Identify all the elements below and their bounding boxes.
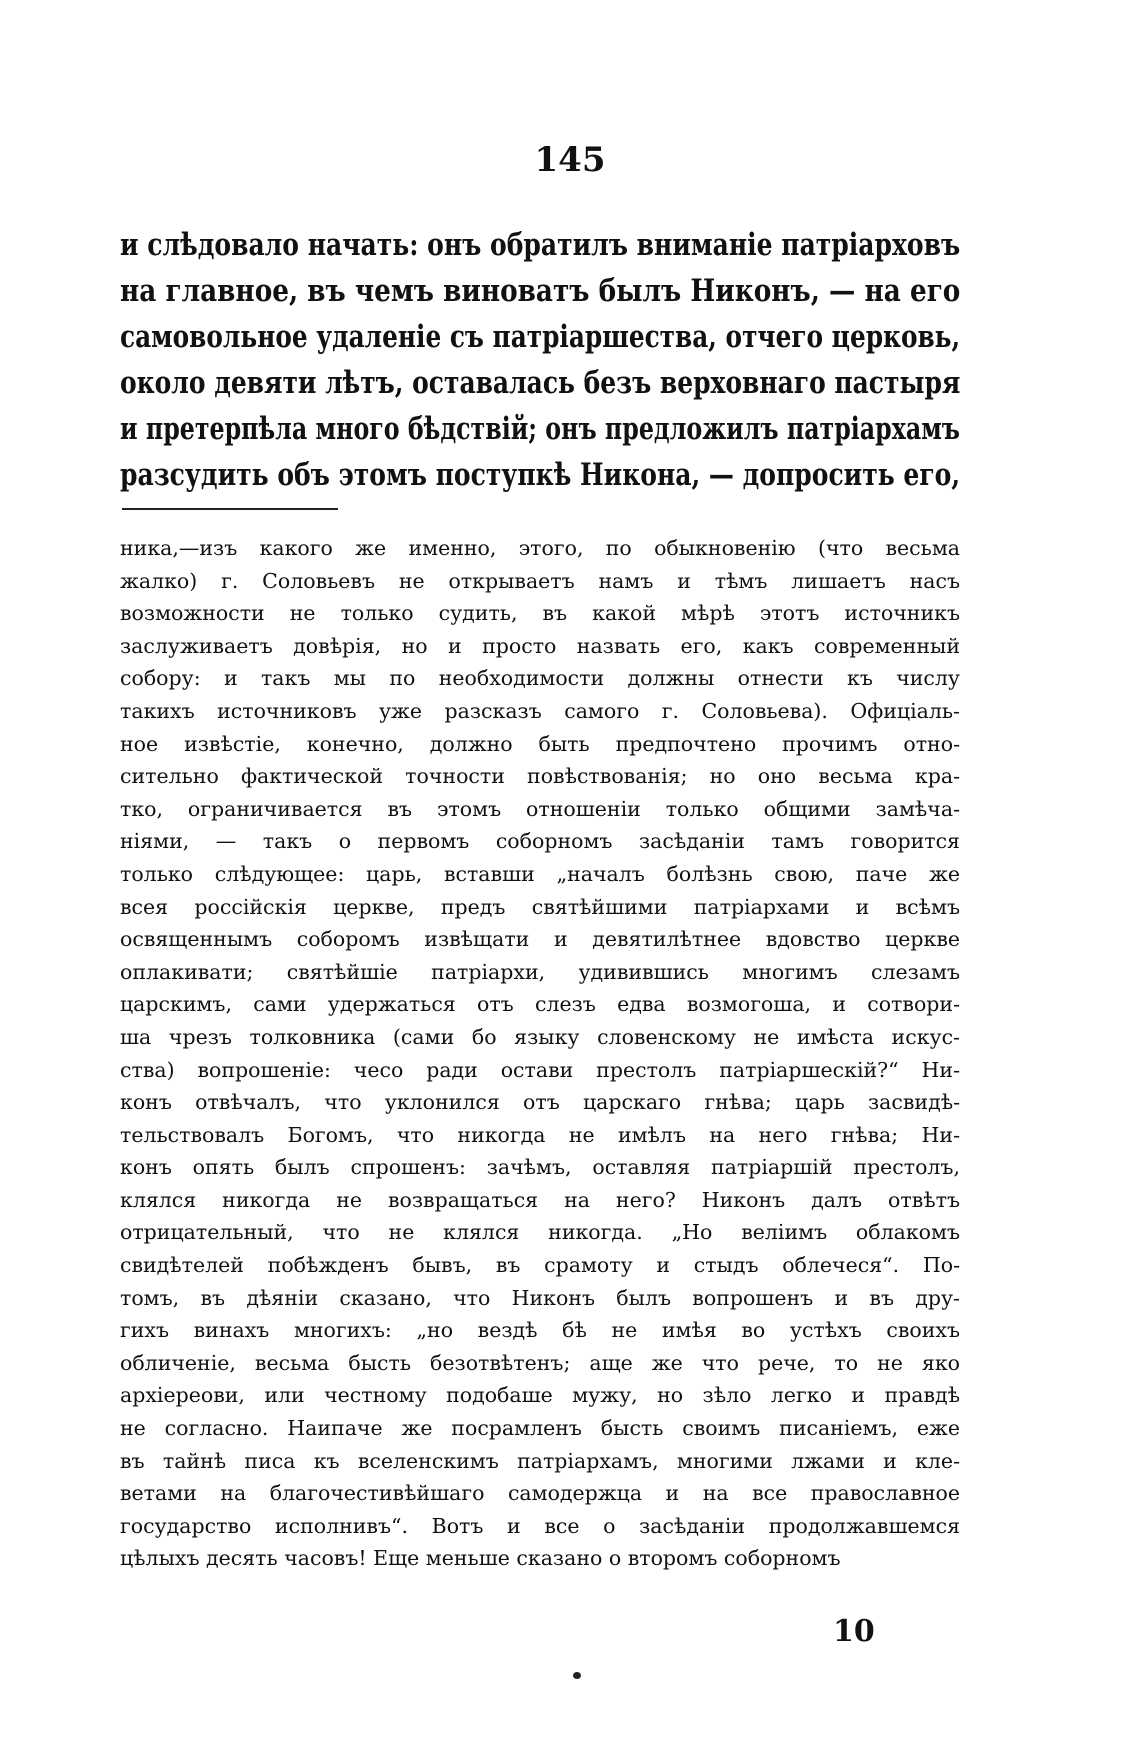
footnote-line: клялся никогда не возвращаться на него? Никонъ далъ отвѣтъ xyxy=(120,1187,960,1212)
footnote-line: цѣлыхъ десять часовъ! Еще меньше сказано о второмъ соборномъ xyxy=(120,1546,841,1571)
footnote-line: собору: и такъ мы по необходимости должны отнести къ числу xyxy=(120,666,960,691)
footnote xyxy=(120,532,960,1575)
footnote-line: такихъ источниковъ уже разсказъ самого г. Соловьева). Офиціаль- xyxy=(120,698,960,723)
footnote-line: свидѣтелей побѣжденъ бывъ, въ срамоту и стыдъ облечеся“. По- xyxy=(120,1253,960,1278)
main-text-line: и претерпѣла много бѣдствій; онъ предложилъ патріархамъ xyxy=(120,411,960,447)
main-text xyxy=(120,222,960,498)
footnote-line: освященнымъ соборомъ извѣщати и девятилѣтнее вдовство церкве xyxy=(120,927,960,952)
footnote-line: ветами на благочестивѣйшаго самодержца и на все православное xyxy=(120,1481,960,1506)
footnote-line: отрицательный, что не клялся никогда. „Но велiимъ облакомъ xyxy=(120,1220,960,1245)
footnote-line: ника,—изъ какого же именно, этого, по обыкновенію (что весьма xyxy=(120,536,960,560)
footnote-line: жалко) г. Соловьевъ не открываетъ намъ и тѣмъ лишаетъ насъ xyxy=(120,568,960,593)
footnote-line: не согласно. Наипаче же посрамленъ бысть своимъ писаніемъ, еже xyxy=(120,1416,960,1441)
footnote-line: сительно фактической точности повѣствованія; но оно весьма кра- xyxy=(120,764,960,789)
footnote-line: конъ опять былъ спрошенъ: зачѣмъ, оставляя патріаршій престолъ, xyxy=(120,1155,960,1180)
footnote-line: оплакивати; святѣйшіе патріархи, удивившись многимъ слезамъ xyxy=(120,959,960,984)
footnote-line: архіереови, или честному подобаше мужу, но зѣло легко и правдѣ xyxy=(120,1383,960,1408)
footnote-line: конъ отвѣчалъ, что уклонился отъ царскаго гнѣва; царь засвидѣ- xyxy=(120,1090,960,1115)
ink-dot xyxy=(573,1672,581,1679)
footnote-line: обличеніе, весьма бысть безотвѣтенъ; аще же что рече, то не яко xyxy=(120,1350,960,1375)
main-text-line: на главное, въ чемъ виноватъ былъ Никонъ, — на его xyxy=(120,273,961,309)
main-text-line: разсудить объ этомъ поступкѣ Никона, — допросить его, xyxy=(120,457,961,493)
footnote-line: томъ, въ дѣяніи сказано, что Никонъ былъ вопрошенъ и въ дру- xyxy=(120,1285,960,1310)
footnote-line: тельствовалъ Богомъ, что никогда не имѣлъ на него гнѣва; Ни- xyxy=(120,1122,960,1147)
footnote-line: государство исполнивъ“. Вотъ и все о засѣданіи продолжавшемся xyxy=(120,1513,960,1538)
footnote-line: всея россійскія церкве, предъ святѣйшими патріархами и всѣмъ xyxy=(120,894,960,919)
main-text-line: и слѣдовало начать: онъ обратилъ вниманіе патріарховъ xyxy=(120,227,961,263)
footnote-line: ніями, — такъ о первомъ соборномъ засѣданіи тамъ говорится xyxy=(120,829,960,854)
footnote-line: ное извѣстіе, конечно, должно быть предпочтено прочимъ отно- xyxy=(120,731,960,756)
footnote-line: тко, ограничивается въ этомъ отношеніи только общими замѣча- xyxy=(120,796,960,821)
footnote-separator xyxy=(122,508,338,510)
footnote-line: ства) вопрошеніе: чесо ради остави престолъ патріаршескій?“ Ни- xyxy=(120,1057,960,1082)
footnote-line: царскимъ, сами удержаться отъ слезъ едва возмогоша, и сотвори- xyxy=(120,992,960,1017)
footnote-line: гихъ винахъ многихъ: „но вездѣ бѣ не имѣя во устѣхъ своихъ xyxy=(120,1318,960,1343)
page-number: 145 xyxy=(534,140,606,180)
footnote-line: въ тайнѣ писа къ вселенскимъ патріархамъ, многими лжами и кле- xyxy=(120,1448,960,1473)
main-text-line: около девяти лѣтъ, оставалась безъ верховнаго пастыря xyxy=(120,365,961,401)
footnote-line: только слѣдующее: царь, вставши „началъ болѣзнь свою, паче же xyxy=(120,861,960,886)
signature-mark: 10 xyxy=(833,1614,875,1649)
footnote-line: ша чрезъ толковника (сами бо языку словенскому не имѣста искус- xyxy=(120,1024,960,1049)
main-text-line: самовольное удаленіе съ патріаршества, отчего церковь, xyxy=(120,319,961,355)
footnote-line: возможности не только судить, въ какой мѣрѣ этотъ источникъ xyxy=(120,601,960,626)
footnote-line: заслуживаетъ довѣрія, но и просто назвать его, какъ современный xyxy=(120,633,960,658)
